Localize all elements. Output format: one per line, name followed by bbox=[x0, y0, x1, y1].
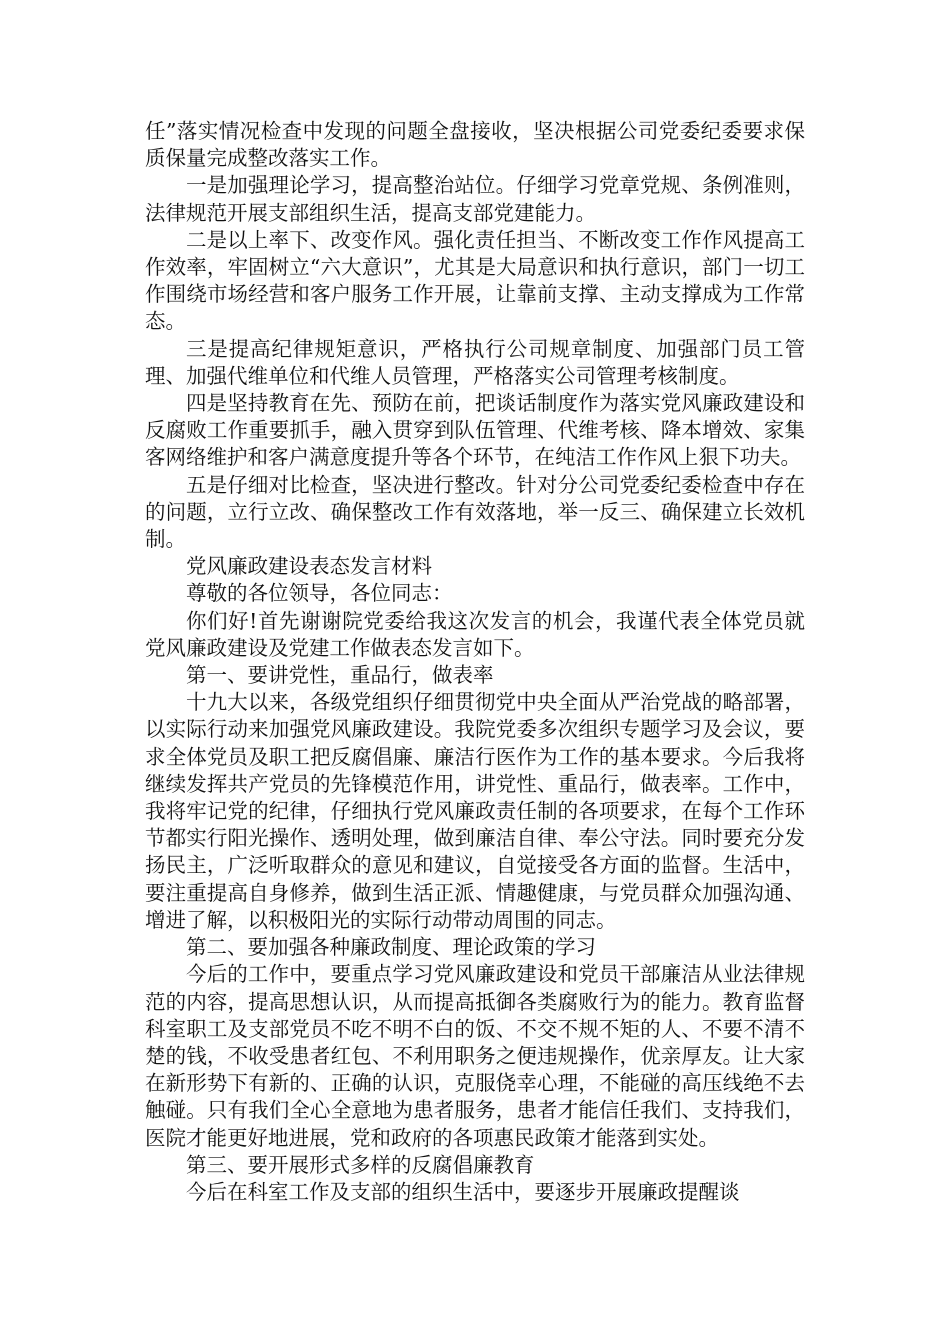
paragraph-education-first: 四是坚持教育在先、预防在前，把谈话制度作为落实党风廉政建设和反腐败工作重要抓手，融入贯穿到队伍管理、代维考核、降本增效、家集客网络维护和客户满意度提升等各个环节，在纯洁工作作风上狠下功夫。 bbox=[145, 391, 805, 470]
document-page bbox=[145, 118, 805, 1206]
section-title: 党风廉政建设表态发言材料 bbox=[186, 554, 432, 579]
paragraph-greeting: 你们好!首先谢谢院党委给我这次发言的机会，我谨代表全体党员就党风廉政建设及党建工作做表态发言如下。 bbox=[145, 608, 805, 660]
paragraph-continuation: 任”落实情况检查中发现的问题全盘接收，坚决根据公司党委纪委要求保质保量完成整改落实工作。 bbox=[145, 119, 805, 171]
paragraph-work-style: 二是以上率下、改变作风。强化责任担当、不断改变工作作风提高工作效率，牢固树立“六大意识”，尤其是大局意识和执行意识，部门一切工作围绕市场经营和客户服务工作开展，让靠前支撑、主动支撑成为工作常态。 bbox=[145, 227, 805, 334]
heading-third: 第三、要开展形式多样的反腐倡廉教育 bbox=[186, 1152, 535, 1177]
paragraph-third-body: 今后在科室工作及支部的组织生活中，要逐步开展廉政提醒谈 bbox=[186, 1179, 740, 1204]
salutation: 尊敬的各位领导，各位同志： bbox=[186, 581, 453, 606]
paragraph-discipline: 三是提高纪律规矩意识，严格执行公司规章制度、加强部门员工管理、加强代维单位和代维人员管理，严格落实公司管理考核制度。 bbox=[145, 336, 805, 388]
heading-first: 第一、要讲党性，重品行，做表率 bbox=[186, 663, 494, 688]
paragraph-rectification: 五是仔细对比检查，坚决进行整改。针对分公司党委纪委检查中存在的问题，立行立改、确保整改工作有效落地，举一反三、确保建立长效机制。 bbox=[145, 472, 805, 552]
paragraph-second-body: 今后的工作中，要重点学习党风廉政建设和党员干部廉洁从业法律规范的内容，提高思想认识，从而提高抵御各类腐败行为的能力。教育监督科室职工及支部党员不吃不明不白的饭、不交不规不矩的人、不要不清不楚的钱，不收受患者红包、不利用职务之便违规操作，优亲厚友。让大家在新形势下有新的、正确的认识，克服侥幸心理，不能碰的高压线绝不去触碰。只有我们全心全意地为患者服务，患者才能信任我们、支持我们，医院才能更好地进展，党和政府的各项惠民政策才能落到实处。 bbox=[145, 962, 805, 1150]
heading-second: 第二、要加强各种廉政制度、理论政策的学习 bbox=[186, 935, 596, 960]
paragraph-first-body: 十九大以来，各级党组织仔细贯彻党中央全面从严治党战的略部署，以实际行动来加强党风廉政建设。我院党委多次组织专题学习及会议，要求全体党员及职工把反腐倡廉、廉洁行医作为工作的基本要求。今后我将继续发挥共产党员的先锋模范作用，讲党性、重品行，做表率。工作中，我将牢记党的纪律，仔细执行党风廉政责任制的各项要求，在每个工作环节都实行阳光操作、透明处理，做到廉洁自律、奉公守法。同时要充分发扬民主，广泛听取群众的意见和建议，自觉接受各方面的监督。生活中，要注重提高自身修养，做到生活正派、情趣健康，与党员群众加强沟通、增进了解，以积极阳光的实际行动带动周围的同志。 bbox=[145, 690, 805, 932]
paragraph-theory-study: 一是加强理论学习，提高整治站位。仔细学习党章党规、条例准则，法律规范开展支部组织生活，提高支部党建能力。 bbox=[145, 173, 805, 225]
